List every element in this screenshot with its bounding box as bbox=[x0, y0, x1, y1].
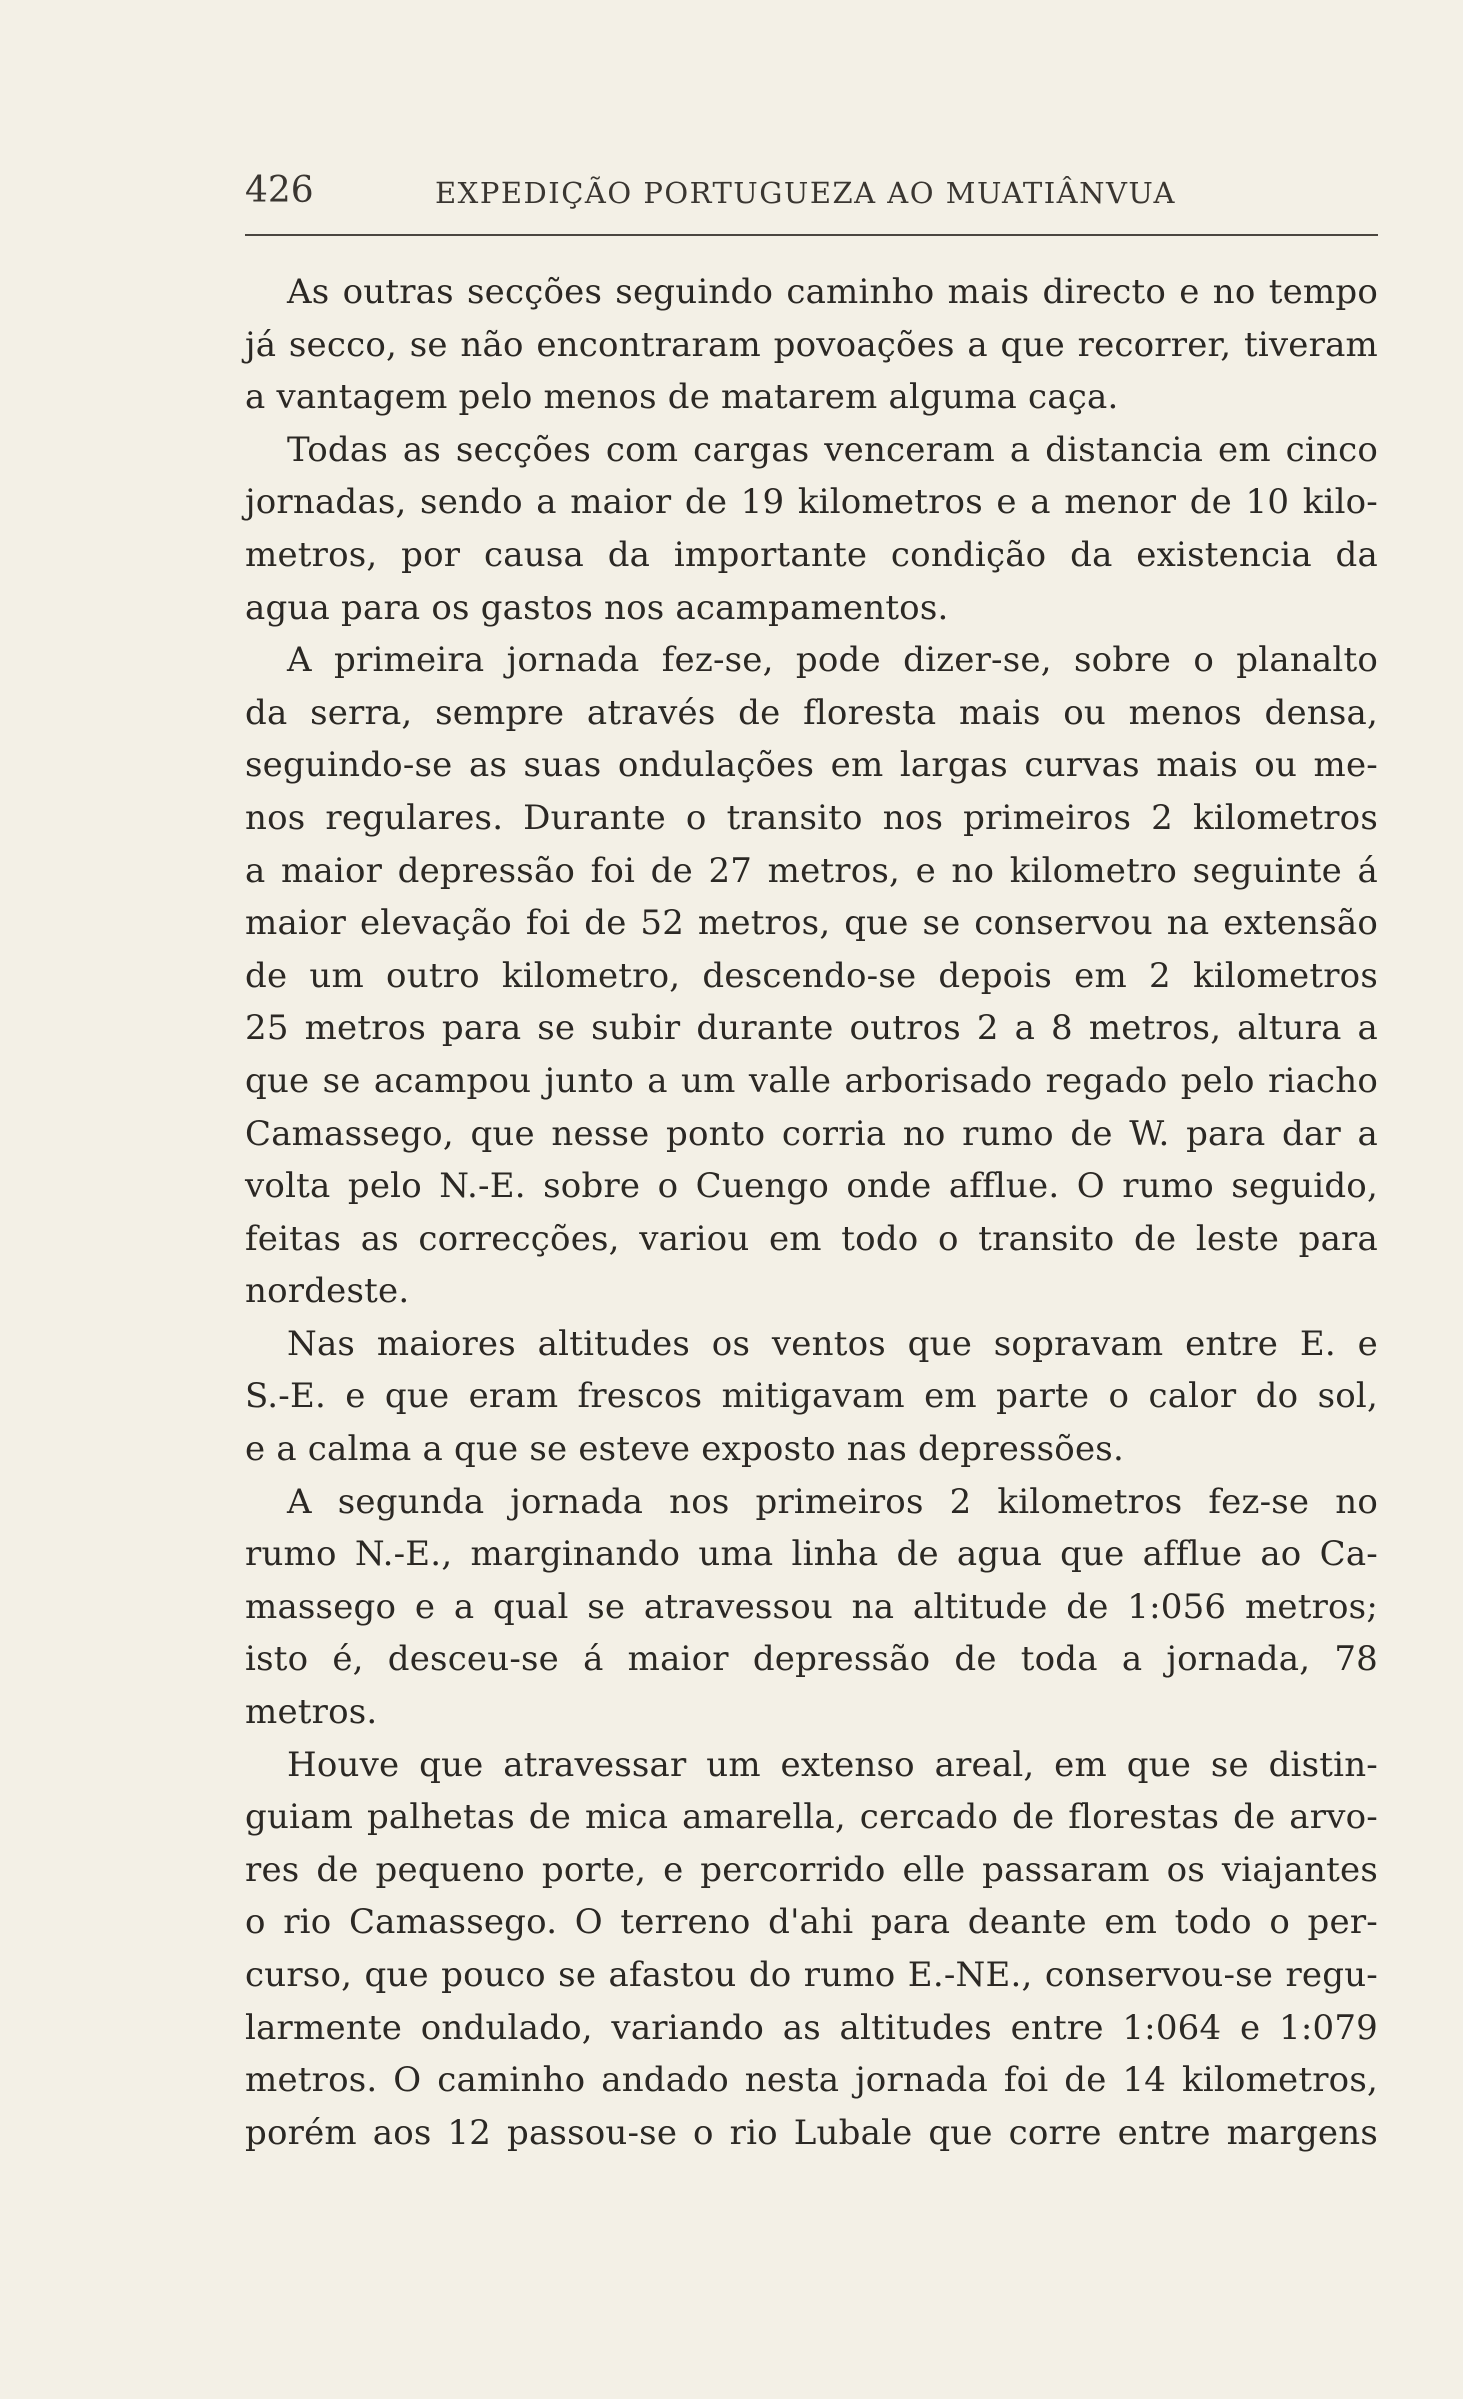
text-line: a vantagem pelo menos de matarem alguma caça. bbox=[245, 377, 1119, 418]
text-line: A segunda jornada nos primeiros 2 kilometros fez-se no bbox=[287, 1481, 1378, 1522]
text-line: metros. bbox=[245, 1692, 378, 1733]
text-line: rumo N.-E., marginando uma linha de agua que afflue ao Ca- bbox=[245, 1534, 1378, 1575]
text-line: porém aos 12 passou-se o rio Lubale que corre entre margens bbox=[245, 2112, 1378, 2153]
text-line: massego e a qual se atravessou na altitude de 1:056 metros; bbox=[245, 1586, 1378, 1627]
text-line: agua para os gastos nos acampamentos. bbox=[245, 587, 949, 628]
text-line: curso, que pouco se afastou do rumo E.-NE., conservou-se regu- bbox=[245, 1955, 1378, 1995]
text-line: Camassego, que nesse ponto corria no rumo de W. para dar a bbox=[245, 1113, 1378, 1154]
text-line: metros. O caminho andado nesta jornada foi de 14 kilometros, bbox=[245, 2060, 1378, 2101]
text-line: As outras secções seguindo caminho mais directo e no tempo bbox=[287, 272, 1378, 312]
text-line: Houve que atravessar um extenso areal, em que se distin- bbox=[287, 1744, 1378, 1785]
text-line: nordeste. bbox=[245, 1271, 410, 1312]
text-line: a maior depressão foi de 27 metros, e no kilometro seguinte á bbox=[245, 850, 1378, 891]
text-line: jornadas, sendo a maior de 19 kilometros e a menor de 10 kilo- bbox=[245, 482, 1378, 523]
text-line: larmente ondulado, variando as altitudes entre 1:064 e 1:079 bbox=[245, 2007, 1378, 2048]
text-line: da serra, sempre através de floresta mais ou menos densa, bbox=[245, 692, 1378, 733]
header-rule bbox=[245, 234, 1378, 236]
text-line: metros, por causa da importante condição da existencia da bbox=[245, 534, 1378, 575]
text-line: res de pequeno porte, e percorrido elle passaram os viajantes bbox=[245, 1849, 1378, 1890]
text-line: Nas maiores altitudes os ventos que sopravam entre E. e bbox=[287, 1323, 1378, 1364]
page-header bbox=[245, 160, 1380, 220]
running-title: EXPEDIÇÃO PORTUGUEZA AO MUATIÂNVUA bbox=[435, 176, 1176, 210]
text-line: maior elevação foi de 52 metros, que se conservou na extensão bbox=[245, 903, 1378, 944]
text-line: nos regulares. Durante o transito nos primeiros 2 kilometros bbox=[245, 797, 1378, 838]
text-line: feitas as correcções, variou em todo o transito de leste para bbox=[245, 1218, 1378, 1259]
text-line: Todas as secções com cargas venceram a distancia em cinco bbox=[287, 429, 1378, 470]
text-line: 25 metros para se subir durante outros 2 a 8 metros, altura a bbox=[245, 1008, 1378, 1049]
page-number: 426 bbox=[245, 170, 314, 211]
text-line: volta pelo N.-E. sobre o Cuengo onde afflue. O rumo seguido, bbox=[245, 1166, 1378, 1207]
text-line: de um outro kilometro, descendo-se depois em 2 kilometros bbox=[245, 955, 1378, 996]
text-line: S.-E. e que eram frescos mitigavam em parte o calor do sol, bbox=[245, 1376, 1378, 1417]
text-line: A primeira jornada fez-se, pode dizer-se, sobre o planalto bbox=[287, 640, 1378, 681]
text-line: já secco, se não encontraram povoações a que recorrer, tiveram bbox=[245, 324, 1378, 365]
text-line: guiam palhetas de mica amarella, cercado de florestas de arvo- bbox=[245, 1797, 1378, 1838]
body-text bbox=[245, 266, 1378, 2159]
text-line: que se acampou junto a um valle arborisado regado pelo riacho bbox=[245, 1060, 1378, 1101]
text-line: isto é, desceu-se á maior depressão de toda a jornada, 78 bbox=[245, 1639, 1378, 1680]
text-line: o rio Camassego. O terreno d'ahi para deante em todo o per- bbox=[245, 1902, 1378, 1943]
text-line: e a calma a que se esteve exposto nas depressões. bbox=[245, 1429, 1124, 1470]
text-line: seguindo-se as suas ondulações em largas curvas mais ou me- bbox=[245, 745, 1378, 786]
